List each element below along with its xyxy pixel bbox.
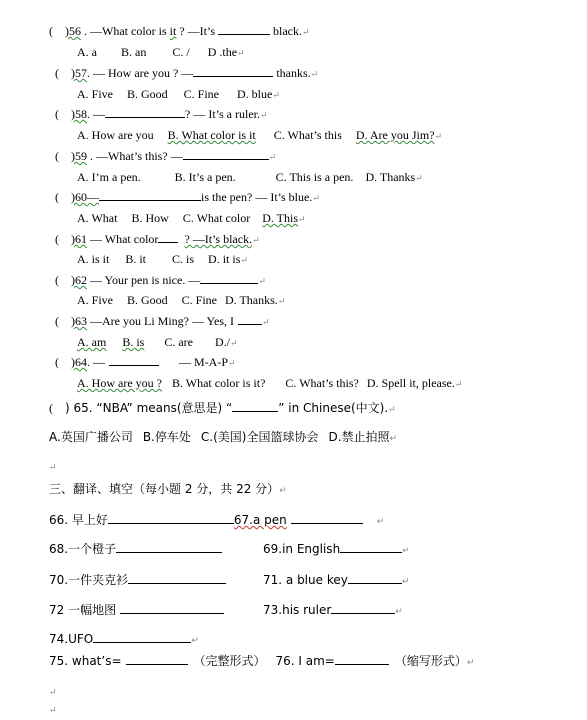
paragraph-mark: ↵ bbox=[277, 296, 286, 306]
paragraph-mark: ↵ bbox=[395, 607, 403, 617]
paragraph-mark: ↵ bbox=[310, 69, 319, 79]
option: A. How are you bbox=[77, 128, 154, 142]
paragraph-mark: ↵ bbox=[312, 193, 320, 203]
question-number: )63 bbox=[71, 314, 87, 328]
options-57 bbox=[77, 84, 280, 104]
paragraph-mark: ↵ bbox=[268, 152, 277, 162]
question-57 bbox=[55, 63, 318, 83]
option: B. What color is it? bbox=[171, 376, 266, 390]
option: B. It’s a pen. bbox=[174, 170, 236, 184]
option: C. What’s this bbox=[273, 128, 342, 142]
answer-blank-74[interactable] bbox=[93, 630, 191, 643]
question-stem: ? —It’s bbox=[176, 24, 218, 38]
item-73-label: 73.his ruler bbox=[263, 603, 332, 617]
option: A.英国广播公司 bbox=[49, 430, 133, 444]
item-75-note: （完整形式） bbox=[193, 654, 266, 668]
option: D .the bbox=[207, 45, 238, 59]
paragraph-mark: ↵ bbox=[49, 705, 57, 715]
paragraph-mark: ↵ bbox=[230, 338, 238, 348]
paragraph-mark: ↵ bbox=[401, 577, 410, 587]
question-62 bbox=[55, 270, 266, 290]
section-heading: 三、翻译、填空（每小题 2 分，共 22 分） bbox=[49, 482, 280, 496]
answer-paren: ( bbox=[55, 273, 59, 287]
question-56 bbox=[49, 21, 310, 41]
question-stem: thanks. bbox=[273, 66, 311, 80]
question-59 bbox=[55, 146, 276, 166]
options-65 bbox=[49, 427, 397, 447]
answer-paren: ( bbox=[55, 232, 59, 246]
paragraph-mark: ↵ bbox=[49, 687, 57, 697]
options-64 bbox=[77, 373, 462, 393]
empty-line bbox=[49, 699, 57, 719]
question-stem: ” in Chinese(中文). bbox=[278, 401, 389, 415]
paragraph-mark: ↵ bbox=[389, 434, 398, 444]
question-number: )57 bbox=[71, 66, 87, 80]
option: D. Thanks. bbox=[225, 293, 278, 307]
answer-blank[interactable] bbox=[238, 312, 262, 325]
item-70-label: 70.一件夹克衫 bbox=[49, 573, 129, 587]
question-number: )61 bbox=[71, 232, 87, 246]
fill-row-66-67 bbox=[49, 510, 384, 530]
paragraph-mark: ↵ bbox=[272, 90, 280, 100]
fill-row-69 bbox=[263, 539, 410, 559]
options-63 bbox=[77, 332, 238, 352]
answer-blank-76[interactable] bbox=[335, 652, 389, 665]
question-58 bbox=[55, 104, 268, 124]
answer-blank-72[interactable] bbox=[120, 601, 224, 614]
question-63 bbox=[55, 311, 270, 331]
option: B. What color is it bbox=[167, 128, 256, 142]
option: B. How bbox=[131, 211, 169, 225]
item-66-label: 66. 早上好 bbox=[49, 513, 108, 527]
answer-blank[interactable] bbox=[105, 105, 185, 118]
question-stem: — Your pen is nice. — bbox=[87, 273, 201, 287]
option: A. How are you ? bbox=[77, 376, 162, 390]
paragraph-mark: ↵ bbox=[434, 131, 443, 141]
option: B. Good bbox=[127, 293, 168, 307]
answer-blank[interactable] bbox=[183, 147, 269, 160]
paragraph-mark: ↵ bbox=[191, 636, 199, 646]
option: B. Good bbox=[127, 87, 168, 101]
answer-paren: ( bbox=[55, 66, 59, 80]
answer-blank[interactable] bbox=[99, 188, 201, 201]
option: A. Five bbox=[77, 293, 113, 307]
option: D. it is bbox=[208, 252, 241, 266]
answer-blank-75[interactable] bbox=[126, 652, 188, 665]
option: D.禁止拍照 bbox=[328, 430, 390, 444]
answer-blank-68[interactable] bbox=[116, 540, 222, 553]
option: B. it bbox=[125, 252, 147, 266]
item-74-label: 74.UFO bbox=[49, 632, 94, 646]
option: C. This is a pen. bbox=[275, 170, 354, 184]
question-61 bbox=[55, 229, 260, 249]
question-stem: — M-A-P bbox=[179, 355, 229, 369]
question-stem: . —What color is bbox=[81, 24, 170, 38]
paragraph-mark: ↵ bbox=[279, 486, 287, 496]
option: C. is bbox=[172, 252, 195, 266]
option: C. Fine bbox=[181, 293, 218, 307]
option: C.(美国)全国篮球协会 bbox=[200, 430, 319, 444]
answer-blank-69[interactable] bbox=[340, 540, 402, 553]
answer-blank[interactable] bbox=[232, 399, 278, 412]
fill-row-72 bbox=[49, 600, 224, 620]
paragraph-mark: ↵ bbox=[228, 358, 236, 368]
item-69-label: 69.in English bbox=[263, 542, 341, 556]
option: A. Five bbox=[77, 87, 113, 101]
question-number: )60— bbox=[71, 190, 99, 204]
question-stem: ? — It’s a ruler. bbox=[185, 107, 260, 121]
fill-row-75-76 bbox=[49, 651, 474, 671]
question-stem: . —What’s this? — bbox=[87, 149, 183, 163]
option: D. Thanks bbox=[365, 170, 416, 184]
item-75-label: 75. what’s= bbox=[49, 654, 122, 668]
answer-blank-73[interactable] bbox=[331, 601, 395, 614]
option: D. Are you Jim? bbox=[355, 128, 435, 142]
option: D. Spell it, please. bbox=[366, 376, 455, 390]
item-68-label: 68.一个橙子 bbox=[49, 542, 117, 556]
answer-paren: ( bbox=[55, 190, 59, 204]
options-61 bbox=[77, 249, 248, 269]
question-60 bbox=[55, 187, 320, 207]
paragraph-mark: ↵ bbox=[466, 658, 475, 668]
question-number: )58 bbox=[71, 107, 87, 121]
answer-blank-66[interactable] bbox=[108, 511, 234, 524]
answer-paren: ( bbox=[49, 401, 53, 415]
option: A. I’m a pen. bbox=[77, 170, 141, 184]
answer-paren: ( bbox=[55, 314, 59, 328]
paragraph-mark: ↵ bbox=[252, 235, 260, 245]
option: B. an bbox=[121, 45, 147, 59]
question-stem: ) 65. “NBA” means(意思是) “ bbox=[65, 401, 233, 415]
answer-blank[interactable] bbox=[218, 22, 270, 35]
answer-paren: ( bbox=[55, 107, 59, 121]
question-stem: . — bbox=[87, 355, 105, 369]
option: D. blue bbox=[237, 87, 273, 101]
option: C. Fine bbox=[183, 87, 220, 101]
paragraph-mark: ↵ bbox=[402, 546, 410, 556]
question-stem: ? —It’s black. bbox=[184, 232, 253, 246]
options-58 bbox=[77, 125, 442, 145]
options-62 bbox=[77, 290, 285, 310]
question-64 bbox=[55, 352, 236, 372]
paragraph-mark: ↵ bbox=[415, 173, 423, 183]
question-stem: is the pen? — It’s blue. bbox=[201, 190, 313, 204]
answer-blank[interactable] bbox=[158, 230, 178, 243]
option: C. What color bbox=[182, 211, 251, 225]
paragraph-mark: ↵ bbox=[388, 404, 396, 414]
paragraph-mark: ↵ bbox=[49, 462, 57, 472]
question-number: )56 bbox=[65, 24, 81, 38]
answer-blank-70[interactable] bbox=[128, 571, 226, 584]
question-number: )62 bbox=[71, 273, 87, 287]
option: A. a bbox=[77, 45, 97, 59]
question-stem: — What color bbox=[87, 232, 159, 246]
fill-row-74 bbox=[49, 629, 199, 649]
fill-row-73 bbox=[263, 600, 403, 620]
option: C. are bbox=[164, 335, 193, 349]
answer-paren: ( bbox=[49, 24, 53, 38]
option: B.停车处 bbox=[142, 430, 191, 444]
option: C. What’s this? bbox=[285, 376, 359, 390]
paragraph-mark: ↵ bbox=[237, 48, 245, 58]
options-56 bbox=[77, 42, 245, 62]
question-65 bbox=[49, 398, 396, 418]
option: A. What bbox=[77, 211, 118, 225]
question-number: )64 bbox=[71, 355, 87, 369]
question-stem: it bbox=[169, 24, 177, 38]
empty-line bbox=[49, 456, 57, 476]
section-title bbox=[49, 479, 287, 499]
answer-blank[interactable] bbox=[109, 353, 159, 366]
option: A. am bbox=[77, 335, 107, 349]
paragraph-mark: ↵ bbox=[258, 276, 266, 286]
paragraph-mark: ↵ bbox=[376, 517, 385, 527]
fill-row-71 bbox=[263, 570, 409, 590]
paragraph-mark: ↵ bbox=[240, 255, 248, 265]
paragraph-mark: ↵ bbox=[298, 214, 306, 224]
fill-row-68-69 bbox=[49, 539, 222, 559]
paragraph-mark: ↵ bbox=[262, 317, 270, 327]
answer-blank-67[interactable] bbox=[291, 511, 363, 524]
question-number: )59 bbox=[71, 149, 87, 163]
answer-blank[interactable] bbox=[200, 271, 258, 284]
question-stem: . — bbox=[87, 107, 105, 121]
answer-blank[interactable] bbox=[193, 64, 273, 77]
item-71-label: 71. a blue key bbox=[263, 573, 348, 587]
item-67-label: 67.a pen bbox=[233, 513, 287, 527]
option: C. / bbox=[172, 45, 190, 59]
answer-blank-71[interactable] bbox=[348, 571, 402, 584]
item-76-label: 76. I am= bbox=[275, 654, 335, 668]
answer-paren: ( bbox=[55, 149, 59, 163]
question-stem: . — How are you ? — bbox=[87, 66, 194, 80]
question-stem: black. bbox=[270, 24, 302, 38]
paragraph-mark: ↵ bbox=[454, 379, 463, 389]
paragraph-mark: ↵ bbox=[302, 27, 310, 37]
option: D./ bbox=[215, 335, 230, 349]
option: B. is bbox=[122, 335, 145, 349]
item-72-label: 72 一幅地图 bbox=[49, 603, 117, 617]
answer-paren: ( bbox=[55, 355, 59, 369]
option: D. This bbox=[262, 211, 299, 225]
options-59 bbox=[77, 167, 423, 187]
paragraph-mark: ↵ bbox=[259, 110, 268, 120]
option: A. is it bbox=[77, 252, 110, 266]
fill-row-70 bbox=[49, 570, 226, 590]
question-stem: —Are you Li Ming? — Yes, I bbox=[87, 314, 234, 328]
item-76-note: （缩写形式） bbox=[394, 654, 467, 668]
empty-line bbox=[49, 681, 57, 701]
options-60 bbox=[77, 208, 306, 228]
